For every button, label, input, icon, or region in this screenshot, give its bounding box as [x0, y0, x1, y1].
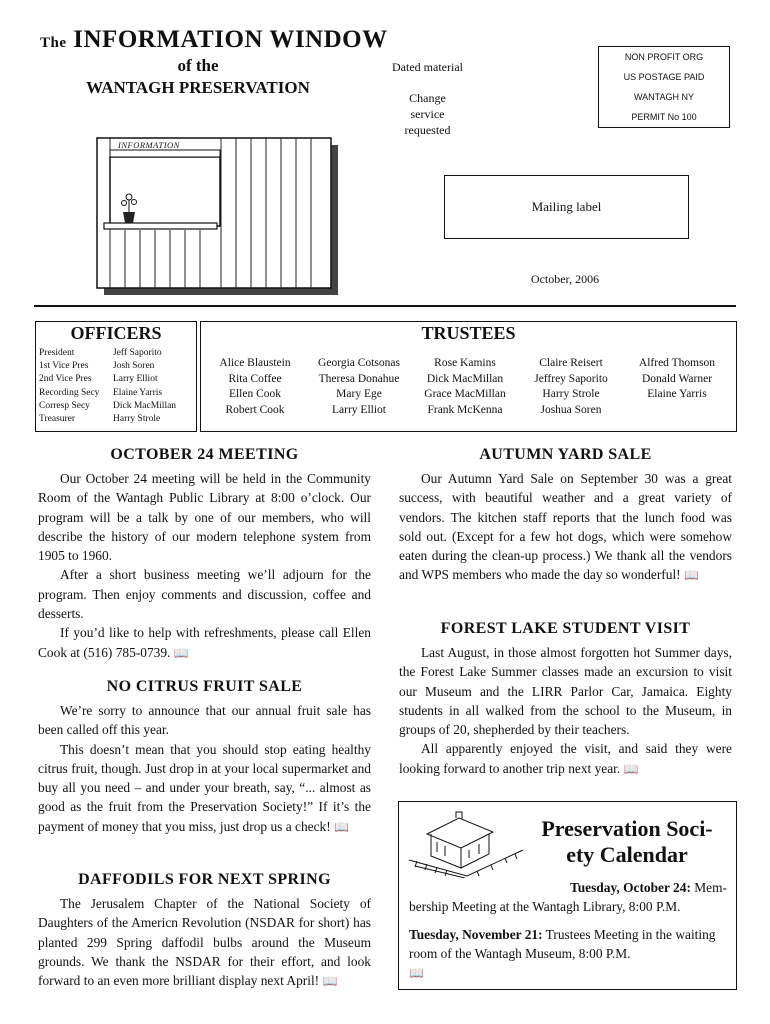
trustee-name: Alice Blaustein — [219, 357, 291, 369]
book-icon: 📖 — [322, 974, 338, 989]
trustee-name: Donald Warner — [641, 372, 713, 385]
trustee-name: Theresa Donahue — [318, 372, 400, 385]
calendar-event-date: Tuesday, October 24: — [570, 880, 691, 895]
train-station-icon — [407, 810, 525, 878]
calendar-event-text: bership Meeting at the Wantagh Library, 8:00 P.M. — [409, 899, 681, 914]
officer-role: 2nd Vice Pres — [39, 374, 92, 385]
trustee-name: Harry Strole — [542, 388, 600, 400]
trustee-name: Joshua Soren — [540, 403, 602, 416]
calendar-event-2 — [409, 925, 727, 983]
trustee-name: Frank McKenna — [427, 403, 503, 416]
masthead-name: INFORMATION WINDOW — [73, 26, 388, 53]
yard-sale-paragraph — [399, 469, 732, 586]
book-icon: 📖 — [334, 819, 349, 834]
trustee-column — [623, 356, 731, 403]
trustee-name: Georgia Cotsonas — [318, 357, 400, 369]
officers-box — [35, 321, 197, 432]
trustees-box — [200, 321, 737, 432]
officer-role: Treasurer — [39, 414, 76, 425]
permit-line: NON PROFIT ORG — [624, 52, 704, 62]
trustee-name: Rita Coffee — [228, 372, 282, 385]
sign-text: INFORMATION — [118, 140, 180, 150]
trustee-name: Dick MacMillan — [426, 372, 504, 385]
change-service — [370, 90, 485, 138]
calendar-event-1-line1 — [409, 878, 727, 897]
meeting-paragraph — [38, 623, 371, 663]
daffodils-article — [38, 894, 371, 991]
officer-row — [39, 373, 176, 386]
officer-row — [39, 413, 176, 426]
meeting-paragraph: After a short business meeting we’ll adjourn for the program. Then enjoy comments and discussion, coffee and desserts. — [38, 567, 371, 622]
book-icon: 📖 — [173, 645, 189, 660]
officer-name: Dick MacMillan — [113, 400, 177, 411]
calendar-title-line: ety Calendar — [566, 842, 688, 867]
trustees-title: TRUSTEES — [421, 323, 516, 343]
trustee-name: Grace MacMillan — [424, 388, 506, 400]
calendar-box — [398, 801, 737, 990]
forest-lake-heading: FOREST LAKE STUDENT VISIT — [440, 620, 691, 637]
officer-row — [39, 387, 176, 400]
masthead-org: WANTAGH PRESERVATION — [86, 78, 310, 97]
officer-role: 1st Vice Pres — [39, 361, 89, 372]
window-awning — [110, 150, 220, 157]
book-icon: 📖 — [623, 761, 639, 776]
officer-row — [39, 360, 176, 373]
meeting-paragraph-text: If you’d like to help with refreshments, please call Ellen Cook at (516) 785-0739. — [38, 625, 371, 660]
officers-title: OFFICERS — [70, 323, 162, 343]
trustee-name: Elaine Yarris — [647, 388, 707, 400]
trustee-column — [305, 356, 413, 418]
trustee-column — [201, 356, 309, 418]
officers-list — [39, 347, 176, 426]
information-window-illustration — [96, 137, 338, 295]
citrus-article — [38, 701, 371, 837]
change-line: service — [410, 107, 445, 121]
yard-sale-heading: AUTUMN YARD SALE — [479, 446, 652, 463]
calendar-event-text: Trustees Meeting in the waiting room of the Wantagh Museum, 8:00 P.M. — [409, 927, 716, 961]
book-icon: 📖 — [409, 966, 424, 980]
issue-date: October, 2006 — [530, 272, 600, 286]
postage-permit — [598, 46, 730, 128]
officer-name: Josh Soren — [113, 361, 155, 372]
dated-material: Dated material — [392, 60, 463, 74]
change-line: Change — [409, 91, 446, 105]
masthead-of-the: of the — [177, 56, 219, 75]
masthead-the: The — [40, 35, 67, 51]
citrus-paragraph-text: This doesn’t mean that you should stop eating healthy citrus fruit, though. Just drop in at your local supermarket and buy all you need – and under your breath, say, “... almost as good as the fruit from the Preservation Society!” If it’s the payment of money that you miss, just drop us a check! — [38, 741, 371, 834]
trustee-column — [517, 356, 625, 418]
trustee-name: Alfred Thomson — [638, 357, 716, 369]
trustee-name: Mary Ege — [336, 388, 382, 400]
mailing-label-text: Mailing label — [531, 199, 602, 214]
window-sill — [104, 223, 217, 229]
daffodils-paragraph — [38, 894, 371, 991]
officer-row — [39, 400, 176, 413]
officer-name: Jeff Saporito — [113, 348, 162, 358]
officer-row — [39, 347, 176, 360]
change-line: requested — [404, 123, 451, 137]
yard-sale-paragraph-text: Our Autumn Yard Sale on September 30 was a great success, with beautiful weather and a great variety of vendors. The kitchen staff reports that the lunch food was sold out. (Except for a few hot dogs, which were somehow eaten during the clean-up process.) We thank all the vendors and WPS members who made the day so wonderful! — [399, 471, 732, 583]
masthead-divider — [34, 305, 736, 307]
trustee-name: Jeffrey Saporito — [534, 372, 608, 385]
trustee-name: Rose Kamins — [434, 357, 496, 369]
trustee-name: Claire Reisert — [539, 357, 603, 369]
officer-role: Recording Secy — [39, 387, 100, 398]
calendar-event-text: Mem- — [694, 880, 727, 895]
citrus-paragraph: We’re sorry to announce that our annual fruit sale has been called off this year. — [38, 703, 371, 738]
trustee-name: Ellen Cook — [228, 388, 282, 400]
officer-name: Elaine Yarris — [113, 387, 163, 398]
forest-lake-paragraph-text: All apparently enjoyed the visit, and said they were looking forward to another trip next year. — [399, 741, 732, 776]
calendar-event-date: Tuesday, November 21: — [409, 927, 543, 942]
trustee-name: Robert Cook — [225, 403, 285, 416]
masthead-title — [40, 26, 388, 54]
meeting-paragraph: Our October 24 meeting will be held in the Community Room of the Wantagh Public Library at 8:00 o’clock. Our program will be a talk by one of our members, who will describe the history of our modern telephone system from 1905 to 1960. — [38, 471, 371, 564]
meeting-heading: OCTOBER 24 MEETING — [110, 446, 299, 463]
officer-name: Harry Strole — [113, 414, 161, 425]
permit-line: PERMIT No 100 — [631, 112, 697, 122]
permit-line: US POSTAGE PAID — [623, 72, 705, 82]
citrus-paragraph — [38, 740, 371, 837]
yard-sale-article — [399, 469, 732, 586]
officer-role: Corresp Secy — [39, 400, 90, 411]
mailing-label-box — [444, 175, 689, 239]
calendar-title-line: Preservation Soci- — [541, 816, 713, 841]
trustee-name: Larry Elliot — [332, 403, 386, 416]
daffodils-heading: DAFFODILS FOR NEXT SPRING — [78, 871, 331, 888]
officer-role: President — [39, 348, 75, 358]
trustee-column — [411, 356, 519, 418]
permit-line: WANTAGH NY — [634, 92, 694, 102]
forest-lake-article — [399, 643, 732, 779]
citrus-heading: NO CITRUS FRUIT SALE — [106, 678, 303, 695]
book-icon: 📖 — [684, 568, 699, 583]
forest-lake-paragraph: Last August, in those almost forgotten hot Summer days, the Forest Lake Summer classes made an excursion to visit our Museum and the LIRR Parlor Car, Jamaica. Eighty students in all walked from the school to the Museum, in groups of 20, shepherded by their teachers. — [399, 645, 732, 738]
officer-name: Larry Elliot — [113, 374, 158, 385]
daffodils-paragraph-text: The Jerusalem Chapter of the National Society of Daughters of the Americn Revolution (NSDAR for short) has planted 299 Spring daffodil bulbs around the Museum grounds. We thank the NSDAR for their effort, and look forward to an even more brilliant display next April! — [38, 896, 371, 989]
forest-lake-paragraph — [399, 739, 732, 779]
meeting-article — [38, 469, 371, 663]
calendar-title — [527, 816, 727, 868]
